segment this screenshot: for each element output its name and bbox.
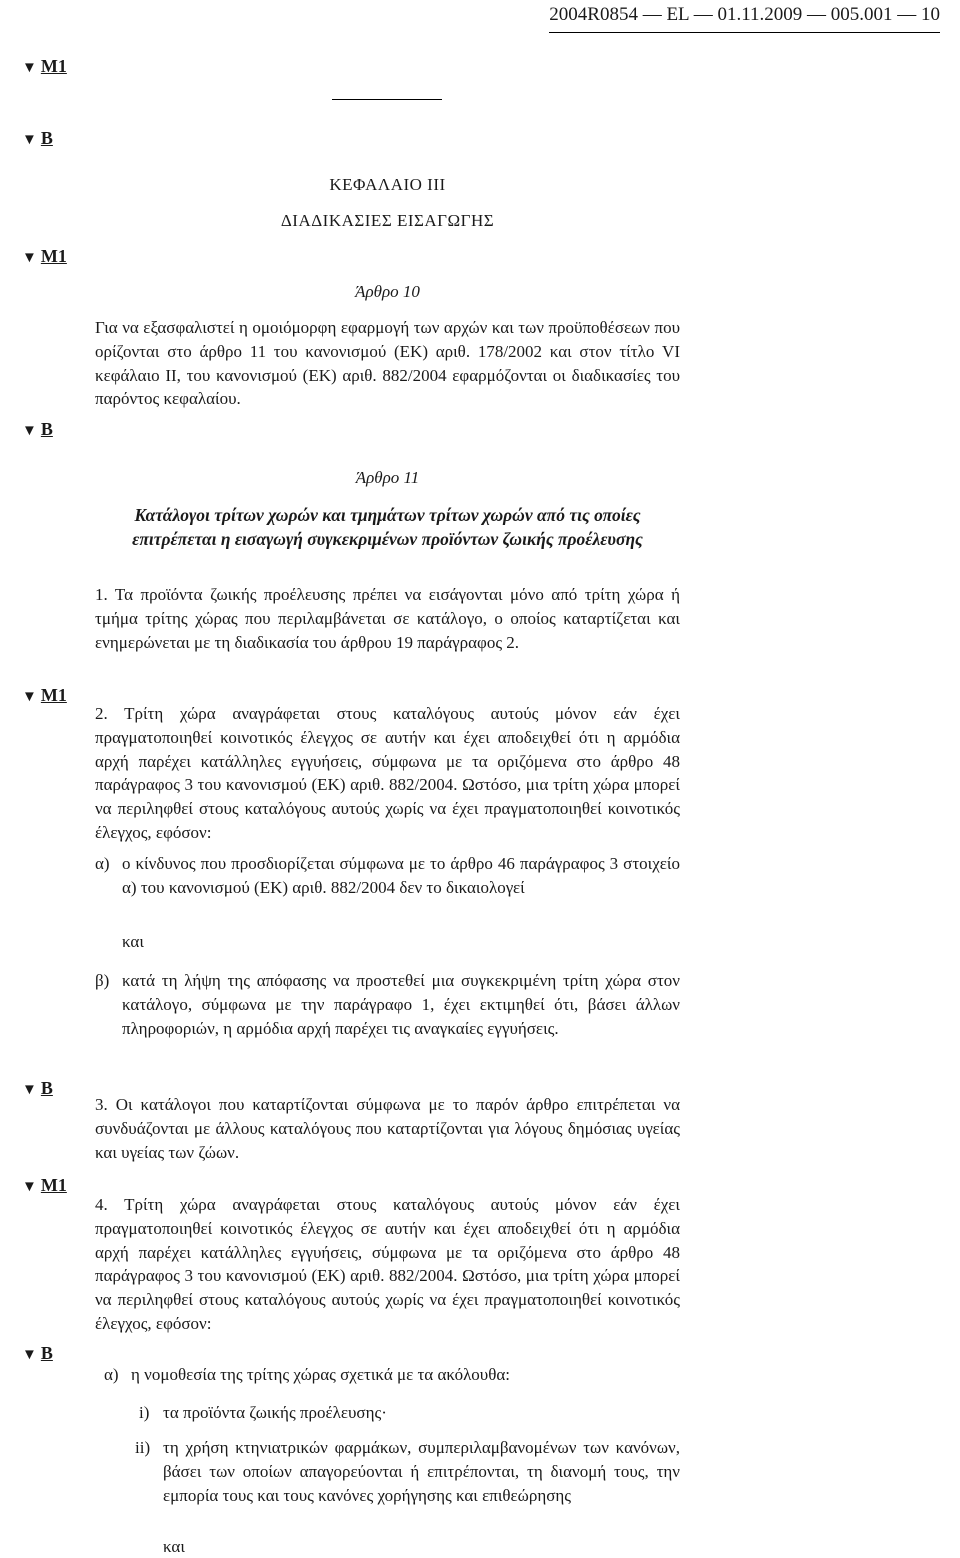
amendment-marker: ▼ M1 [22,685,67,705]
list-item-text: τη χρήση κτηνιατρικών φαρμάκων, συμπεριλαμβανομένων των κανόνων, βάσει των οποίων απαγορεύονται ή επιτρέπονται, τη διανομή τους, την εμπορία τους και τους κανόνες χορήγησης και επιθεώρησης [163,1438,680,1505]
article-10-text: Για να εξασφαλιστεί η ομοιόμορφη εφαρμογή των αρχών και των προϋποθέσεων που ορίζονται στο άρθρο 11 του κανονισμού (ΕΚ) αριθ. 178/2002 και στον τίτλο VI κεφάλαιο II, του κανονισμού (ΕΚ) αριθ. 882/2004 εφαρμόζονται οι διαδικασίες του παρόντος κεφαλαίου. [95,318,680,409]
list-item-text: κατά τη λήψη της απόφασης να προστεθεί μια συγκεκριμένη τρίτη χώρα στον κατάλογο, σύμφωνα με την παράγραφο 1, έχει εκτιμηθεί ότι, βάσει άλλων πληροφοριών, η αρμόδια αρχή παρέχει τις αναγκαίες εγγυήσεις. [122,971,680,1038]
amendment-marker: ▼ M1 [22,56,67,76]
article-11-title: Κατάλογοι τρίτων χωρών και τμημάτων τρίτων χωρών από τις οποίες επιτρέπεται η εισαγωγή συγκεκριμένων προϊόντων ζωικής προέλευσης [132,505,643,549]
list-item-label: ii) [135,1438,151,1457]
triangle-down-icon: ▼ [22,423,37,439]
amendment-marker: ▼ B [22,419,53,439]
article-11-heading: Άρθρο 11 [355,468,420,487]
document-reference-header: 2004R0854 — EL — 01.11.2009 — 005.001 — 10 [549,0,940,33]
list-item [95,969,680,1040]
article-11-paragraph-1: 1. Τα προϊόντα ζωικής προέλευσης πρέπει να εισάγονται μόνο από τρίτη χώρα ή τμήμα τρίτης χώρας που περιλαμβάνεται σε κατάλογο, ο οποίος καταρτίζεται και ενημερώνεται με τη διαδικασία του άρθρου 19 παράγραφος 2. [95,585,680,652]
list-item [95,852,680,900]
triangle-down-icon: ▼ [22,1347,37,1363]
amendment-marker: ▼ B [22,1078,53,1098]
amendment-marker: ▼ M1 [22,246,67,266]
list-item-label: β) [95,971,110,990]
conjunction-and: και [163,1537,185,1556]
article-11-paragraph-4: 4. Τρίτη χώρα αναγράφεται στους καταλόγους αυτούς μόνον εάν έχει πραγματοποιηθεί κοινοτικός έλεγχος σε αυτήν και έχει αποδειχθεί ότι η αρμόδια αρχή παρέχει κατάλληλες εγγυήσεις, σύμφωνα με τα οριζόμενα στο άρθρο 48 παράγραφος 3 του κανονισμού (ΕΚ) αριθ. 882/2004. Ωστόσο, μια τρίτη χώρα μπορεί να περιληφθεί στους καταλόγους αυτούς χωρίς να έχει πραγματοποιηθεί κοινοτικός έλεγχος, εφόσον: [95,1195,680,1333]
triangle-down-icon: ▼ [22,132,37,148]
conjunction-and: και [122,932,144,951]
triangle-down-icon: ▼ [22,250,37,266]
list-item-text: ο κίνδυνος που προσδιορίζεται σύμφωνα με το άρθρο 46 παράγραφος 3 στοιχείο α) του κανονισμού (ΕΚ) αριθ. 882/2004 δεν το δικαιολογεί [122,854,680,897]
amendment-marker: ▼ M1 [22,1175,67,1195]
triangle-down-icon: ▼ [22,689,37,705]
amendment-marker: ▼ B [22,128,53,148]
separator-line [332,99,442,100]
triangle-down-icon: ▼ [22,1179,37,1195]
list-item-label: α) [104,1365,119,1384]
sub-list-item [139,1401,680,1425]
sub-list-item [135,1436,680,1507]
amendment-marker: ▼ B [22,1343,53,1363]
triangle-down-icon: ▼ [22,1082,37,1098]
article-11-paragraph-2: 2. Τρίτη χώρα αναγράφεται στους καταλόγους αυτούς μόνον εάν έχει πραγματοποιηθεί κοινοτικός έλεγχος σε αυτήν και έχει αποδειχθεί ότι η αρμόδια αρχή παρέχει κατάλληλες εγγυήσεις, σύμφωνα με τα οριζόμενα στο άρθρο 48 παράγραφος 3 του κανονισμού (ΕΚ) αριθ. 882/2004. Ωστόσο, μια τρίτη χώρα μπορεί να περιληφθεί στους καταλόγους αυτούς χωρίς να έχει πραγματοποιηθεί κοινοτικός έλεγχος, εφόσον: [95,704,680,842]
triangle-down-icon: ▼ [22,60,37,76]
article-11-paragraph-3: 3. Οι κατάλογοι που καταρτίζονται σύμφωνα με το παρόν άρθρο επιτρέπεται να συνδυάζονται με άλλους καταλόγους που καταρτίζονται για λόγους δημόσιας υγείας και υγείας των ζώων. [95,1095,680,1162]
list-item-label: i) [139,1403,150,1422]
article-10-heading: Άρθρο 10 [355,282,420,301]
chapter-number: ΚΕΦΑΛΑΙΟ III [329,175,446,194]
chapter-title: ΔΙΑΔΙΚΑΣΙΕΣ ΕΙΣΑΓΩΓΗΣ [280,211,495,230]
list-item-text: η νομοθεσία της τρίτης χώρας σχετικά με τα ακόλουθα: [131,1365,510,1384]
list-item [104,1363,680,1387]
list-item-label: α) [95,854,110,873]
list-item-text: τα προϊόντα ζωικής προέλευσης· [163,1403,387,1422]
